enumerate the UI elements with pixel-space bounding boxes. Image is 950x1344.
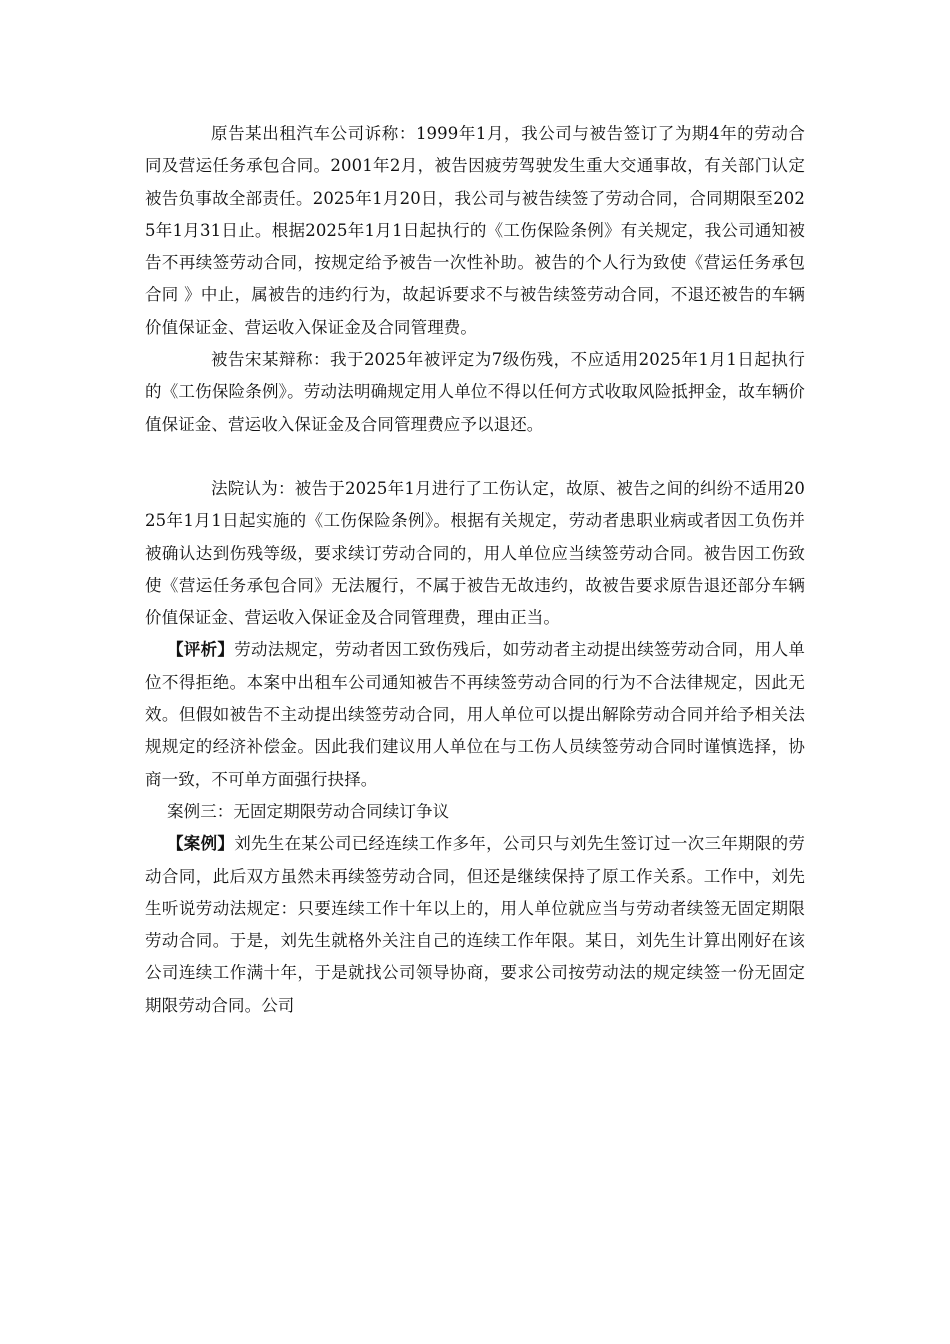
paragraph-plaintiff-claim: 原告某出租汽车公司诉称：1999年1月，我公司与被告签订了为期4年的劳动合同及营运任务承包合同。2001年2月，被告因疲劳驾驶发生重大交通事故，有关部门认定被告负事故全部责任。2025年1月20日，我公司与被告续签了劳动合同，合同期限至2025年1月31日止。根据2025年1月1日起执行的《工伤保险条例》有关规定，我公司通知被告不再续签劳动合同，按规定给予被告一次性补助。被告的个人行为致使《营运任务承包合同 》中止，属被告的违约行为，故起诉要求不与被告续签劳动合同，不退还被告的车辆价值保证金、营运收入保证金及合同管理费。 <box>145 124 805 337</box>
paragraph-defendant-defense: 被告宋某辩称：我于2025年被评定为7级伤残，不应适用2025年1月1日起执行的《工伤保险条例》。劳动法明确规定用人单位不得以任何方式收取风险抵押金，故车辆价值保证金、营运收入保证金及合同管理费应予以退还。 <box>145 350 805 434</box>
analysis-label: 【评析】 <box>167 640 235 660</box>
case-three-title: 案例三：无固定期限劳动合同续订争议 <box>167 801 450 821</box>
paragraph-court-opinion: 法院认为：被告于2025年1月进行了工伤认定，故原、被告之间的纠纷不适用2025年1月1日起实施的《工伤保险条例》。根据有关规定，劳动者患职业病或者因工负伤并被确认达到伤残等级，要求续订劳动合同的，用人单位应当续签劳动合同。被告因工伤致使《营运任务承包合同》无法履行，不属于被告无故违约，故被告要求原告退还部分车辆价值保证金、营运收入保证金及合同管理费，理由正当。 <box>145 478 805 628</box>
paragraph-analysis <box>145 634 805 795</box>
case-label: 【案例】 <box>167 834 235 854</box>
paragraph-spacer <box>145 441 805 473</box>
document-page <box>145 118 805 1022</box>
paragraph-case-three <box>145 828 805 1022</box>
case-text: 刘先生在某公司已经连续工作多年，公司只与刘先生签订过一次三年期限的劳动合同，此后双方虽然未再续签劳动合同，但还是继续保持了原工作关系。工作中，刘先生听说劳动法规定：只要连续工作十年以上的，用人单位就应当与劳动者续签无固定期限劳动合同。于是，刘先生就格外关注自己的连续工作年限。某日，刘先生计算出刚好在该公司连续工作满十年，于是就找公司领导协商，要求公司按劳动法的规定续签一份无固定期限劳动合同。公司 <box>145 834 805 1015</box>
analysis-text: 劳动法规定，劳动者因工致伤残后，如劳动者主动提出续签劳动合同，用人单位不得拒绝。本案中出租车公司通知被告不再续签劳动合同的行为不合法律规定，因此无效。但假如被告不主动提出续签劳动合同，用人单位可以提出解除劳动合同并给予相关法规规定的经济补偿金。因此我们建议用人单位在与工伤人员续签劳动合同时谨慎选择，协商一致，不可单方面强行抉择。 <box>145 640 805 789</box>
